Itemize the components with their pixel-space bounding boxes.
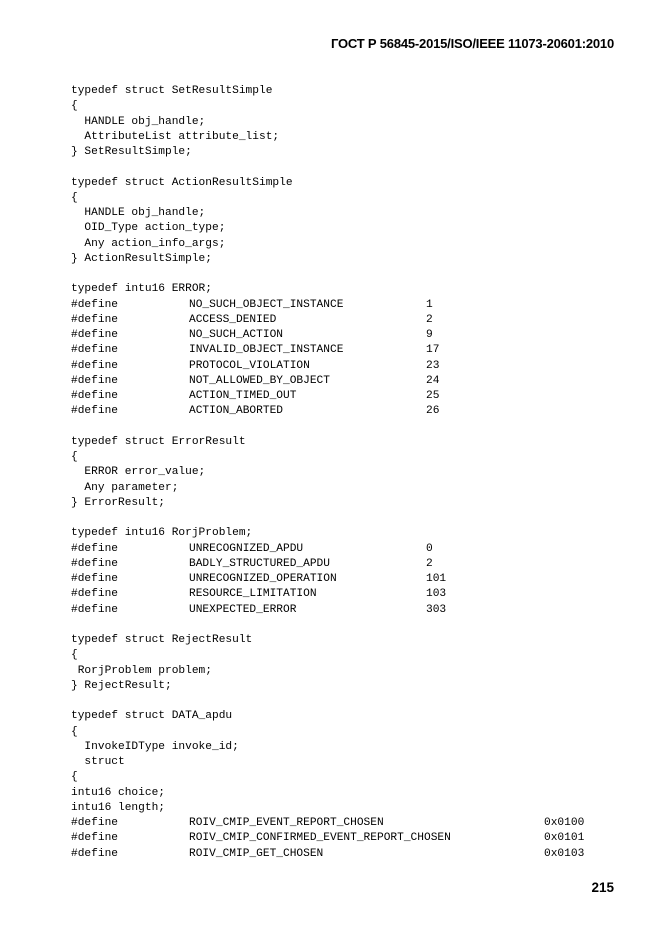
define-keyword: #define bbox=[71, 390, 118, 402]
define-value: 1 bbox=[426, 298, 433, 311]
code-line: AttributeList attribute_list; bbox=[71, 130, 280, 143]
define-keyword: #define bbox=[71, 313, 118, 326]
define-keyword: #define bbox=[71, 542, 118, 555]
define-value: 2 bbox=[426, 557, 433, 570]
document-header: ГОСТ Р 56845-2015/ISO/IEEE 11073-20601:2010 bbox=[330, 36, 614, 51]
define-keyword: #define bbox=[71, 557, 118, 570]
define-keyword: #define bbox=[71, 588, 118, 601]
define-name: UNRECOGNIZED_OPERATION bbox=[189, 573, 337, 585]
define-keyword: #define bbox=[71, 344, 118, 357]
define-value: 26 bbox=[426, 405, 440, 418]
define-name: ACTION_TIMED_OUT bbox=[189, 390, 297, 402]
code-line: typedef intu16 RorjProblem; bbox=[71, 527, 253, 540]
define-name: NOT_ALLOWED_BY_OBJECT bbox=[189, 374, 330, 387]
data-apdu-block bbox=[71, 709, 584, 862]
reject-result-block bbox=[71, 633, 584, 694]
action-result-simple-block bbox=[71, 176, 584, 268]
define-name: ROIV_CMIP_CONFIRMED_EVENT_REPORT_CHOSEN bbox=[189, 832, 451, 845]
define-line bbox=[71, 313, 584, 328]
define-line bbox=[71, 847, 584, 862]
code-line: { bbox=[71, 725, 78, 738]
code-line: HANDLE obj_handle; bbox=[71, 207, 206, 219]
code-line: } SetResultSimple; bbox=[71, 146, 192, 158]
define-name: INVALID_OBJECT_INSTANCE bbox=[189, 344, 344, 357]
code-line: intu16 choice; bbox=[71, 786, 165, 799]
code-line: InvokeIDType invoke_id; bbox=[71, 740, 239, 753]
code-line: } RejectResult; bbox=[71, 679, 172, 692]
define-value: 9 bbox=[426, 329, 433, 341]
define-keyword: #define bbox=[71, 298, 118, 311]
define-keyword: #define bbox=[71, 573, 118, 585]
code-line: } ActionResultSimple; bbox=[71, 252, 212, 265]
define-value: 101 bbox=[426, 573, 447, 585]
define-value: 2 bbox=[426, 313, 433, 326]
code-line: typedef struct RejectResult bbox=[71, 634, 253, 646]
page-number: 215 bbox=[591, 880, 614, 895]
define-value: 17 bbox=[426, 344, 440, 357]
define-name: NO_SUCH_ACTION bbox=[189, 329, 283, 341]
define-line bbox=[71, 298, 584, 313]
code-line: } ErrorResult; bbox=[71, 496, 165, 509]
code-line: RorjProblem problem; bbox=[71, 664, 212, 677]
code-line: Any action_info_args; bbox=[71, 237, 226, 250]
code-line: typedef struct DATA_apdu bbox=[71, 710, 233, 723]
define-line bbox=[71, 572, 584, 587]
code-line: Any parameter; bbox=[71, 481, 179, 494]
code-line: { bbox=[71, 771, 78, 784]
define-keyword: #define bbox=[71, 374, 118, 387]
define-value: 103 bbox=[426, 588, 447, 601]
code-line: typedef intu16 ERROR; bbox=[71, 283, 212, 296]
error-result-block bbox=[71, 435, 584, 511]
code-listing bbox=[71, 84, 584, 862]
define-name: RESOURCE_LIMITATION bbox=[189, 588, 317, 601]
code-line: { bbox=[71, 451, 78, 463]
code-line: struct bbox=[71, 756, 125, 768]
define-name: NO_SUCH_OBJECT_INSTANCE bbox=[189, 298, 344, 311]
error-defines-block bbox=[71, 282, 584, 419]
define-line bbox=[71, 404, 584, 419]
code-line: OID_Type action_type; bbox=[71, 222, 226, 235]
code-line: { bbox=[71, 649, 78, 662]
define-value: 303 bbox=[426, 603, 447, 616]
define-keyword: #define bbox=[71, 832, 118, 845]
code-line: { bbox=[71, 191, 78, 204]
define-line bbox=[71, 542, 584, 557]
define-keyword: #define bbox=[71, 817, 118, 829]
define-value: 25 bbox=[426, 390, 440, 402]
define-line bbox=[71, 603, 584, 618]
define-name: UNEXPECTED_ERROR bbox=[189, 603, 297, 616]
code-line: ERROR error_value; bbox=[71, 466, 206, 479]
define-value: 0 bbox=[426, 542, 433, 555]
define-value: 0x0101 bbox=[544, 832, 585, 845]
code-line: typedef struct ErrorResult bbox=[71, 435, 246, 448]
define-line bbox=[71, 816, 584, 831]
define-name: UNRECOGNIZED_APDU bbox=[189, 542, 304, 555]
define-keyword: #define bbox=[71, 405, 118, 418]
code-line: HANDLE obj_handle; bbox=[71, 115, 206, 128]
define-line bbox=[71, 557, 584, 572]
code-line: intu16 length; bbox=[71, 801, 165, 814]
define-value: 0x0100 bbox=[544, 817, 585, 829]
define-line bbox=[71, 343, 584, 358]
code-line: { bbox=[71, 100, 78, 113]
define-name: ACTION_ABORTED bbox=[189, 405, 283, 418]
define-name: ACCESS_DENIED bbox=[189, 313, 277, 326]
define-value: 0x0103 bbox=[544, 847, 585, 860]
define-line bbox=[71, 389, 584, 404]
define-name: BADLY_STRUCTURED_APDU bbox=[189, 557, 330, 570]
code-line: typedef struct SetResultSimple bbox=[71, 85, 273, 97]
define-line bbox=[71, 328, 584, 343]
code-line: typedef struct ActionResultSimple bbox=[71, 176, 293, 189]
define-keyword: #define bbox=[71, 603, 118, 616]
define-keyword: #define bbox=[71, 329, 118, 341]
define-value: 24 bbox=[426, 374, 440, 387]
define-line bbox=[71, 374, 584, 389]
define-name: PROTOCOL_VIOLATION bbox=[189, 359, 310, 372]
define-keyword: #define bbox=[71, 847, 118, 860]
rorj-defines-block bbox=[71, 526, 584, 618]
define-value: 23 bbox=[426, 359, 440, 372]
define-line bbox=[71, 587, 584, 602]
set-result-simple-block bbox=[71, 84, 584, 160]
define-name: ROIV_CMIP_GET_CHOSEN bbox=[189, 847, 324, 860]
define-keyword: #define bbox=[71, 359, 118, 372]
define-line bbox=[71, 359, 584, 374]
define-line bbox=[71, 831, 584, 846]
define-name: ROIV_CMIP_EVENT_REPORT_CHOSEN bbox=[189, 817, 384, 829]
